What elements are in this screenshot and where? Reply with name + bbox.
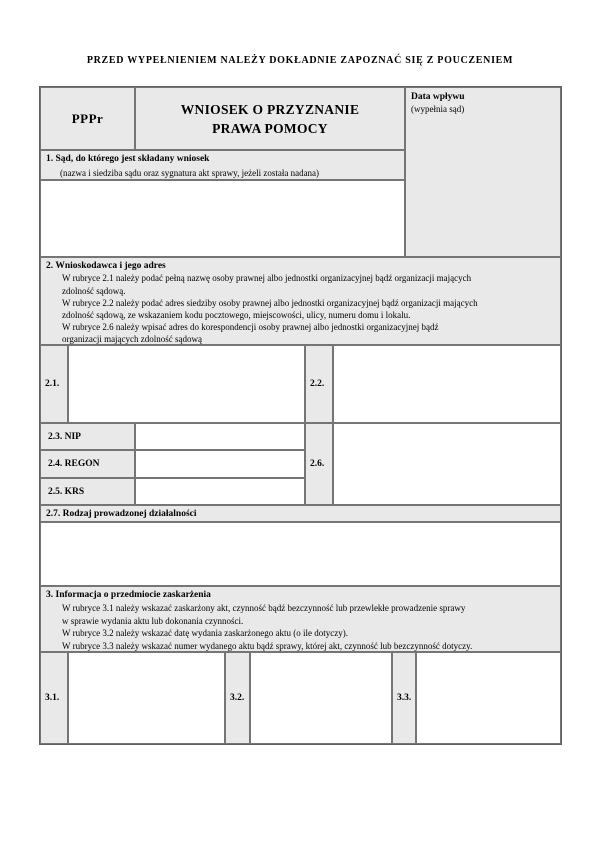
section3-instruction-line: W rubryce 3.3 należy wskazać numer wydanego aktu bądź sprawy, której akt, czynność lub bezczynność dotyczy. — [62, 640, 473, 651]
field-2-2-input[interactable] — [333, 345, 561, 423]
field-2-7-label: 2.7. Rodzaj prowadzonej działalności — [40, 505, 561, 522]
field-2-3-nip-input[interactable] — [135, 423, 305, 450]
field-3-3-input[interactable] — [416, 652, 561, 744]
section3-header — [40, 586, 561, 652]
field-2-5-krs-input[interactable] — [135, 478, 305, 505]
field-2-4-regon-input[interactable] — [135, 450, 305, 478]
section2-instruction-line: W rubryce 2.2 należy podać adres siedziby osoby prawnej albo jednostki organizacyjnej bądź organizacji mających — [62, 297, 478, 308]
date-received-note: (wypełnia sąd) — [411, 104, 465, 114]
field-2-6-label: 2.6. — [305, 423, 333, 505]
field-2-4-regon-label: 2.4. REGON — [40, 450, 135, 478]
field-2-1-input[interactable] — [68, 345, 305, 423]
field-3-1-label: 3.1. — [40, 652, 68, 744]
section1-court-input[interactable] — [40, 180, 405, 257]
section2-title: 2. Wnioskodawca i jego adres — [46, 261, 166, 271]
section2-instruction-line: zdolność sądową, ze wskazaniem kodu pocztowego, miejscowości, ulicy, numeru domu i lokalu. — [62, 310, 411, 321]
field-2-6-input[interactable] — [333, 423, 561, 505]
field-2-7-input[interactable] — [40, 522, 561, 586]
section2-header — [40, 257, 561, 345]
field-3-3-label: 3.3. — [392, 652, 416, 744]
form-table — [39, 86, 562, 745]
section3-instruction-line: W rubryce 3.2 należy wskazać datę wydania zaskarżonego aktu (o ile dotyczy). — [62, 628, 348, 639]
field-3-2-label: 3.2. — [225, 652, 250, 744]
section3-instruction-line: W rubryce 3.1 należy wskazać zaskarżony akt, czynność bądź bezczynność lub przewlekłe prowadzenie sprawy — [62, 603, 466, 613]
field-2-1-label: 2.1. — [40, 345, 68, 423]
section3-instruction-line: w sprawie wydania aktu lub dokonania czynności. — [62, 615, 244, 626]
field-2-3-nip-label: 2.3. NIP — [40, 423, 135, 450]
field-3-1-input[interactable] — [68, 652, 225, 744]
section1-title: 1. Sąd, do którego jest składany wniosek — [46, 154, 210, 164]
form-code-cell: PPPr — [40, 87, 135, 150]
date-received-cell — [405, 87, 561, 257]
form-title — [135, 87, 405, 150]
field-2-2-label: 2.2. — [305, 345, 333, 423]
section2-instruction-line: zdolność sądową. — [62, 285, 126, 296]
field-2-5-krs-label: 2.5. KRS — [40, 478, 135, 505]
section2-instruction-line: organizacji mających zdolność sądową — [62, 334, 203, 345]
section2-instruction-line: W rubryce 2.1 należy podać pełną nazwę osoby prawnej albo jednostki organizacyjnej bądź organizacji mających — [62, 273, 472, 284]
date-received-label: Data wpływu — [411, 92, 465, 102]
pre-fill-notice: PRZED WYPEŁNIENIEM NALEŻY DOKŁADNIE ZAPOZNAĆ SIĘ Z POUCZENIEM — [86, 55, 514, 66]
section1-header — [40, 150, 405, 180]
field-3-2-input[interactable] — [250, 652, 392, 744]
section3-title: 3. Informacja o przedmiocie zaskarżenia — [46, 590, 211, 600]
section1-subtitle: (nazwa i siedziba sądu oraz sygnatura akt sprawy, jeżeli została nadana) — [60, 167, 320, 178]
form-title-line1: WNIOSEK O PRZYZNANIE — [180, 101, 360, 117]
section2-instruction-line: W rubryce 2.6 należy wpisać adres do korespondencji osoby prawnej albo jednostki organizacyjnej bądź — [62, 322, 439, 333]
form-title-line2: PRAWA POMOCY — [212, 120, 328, 136]
